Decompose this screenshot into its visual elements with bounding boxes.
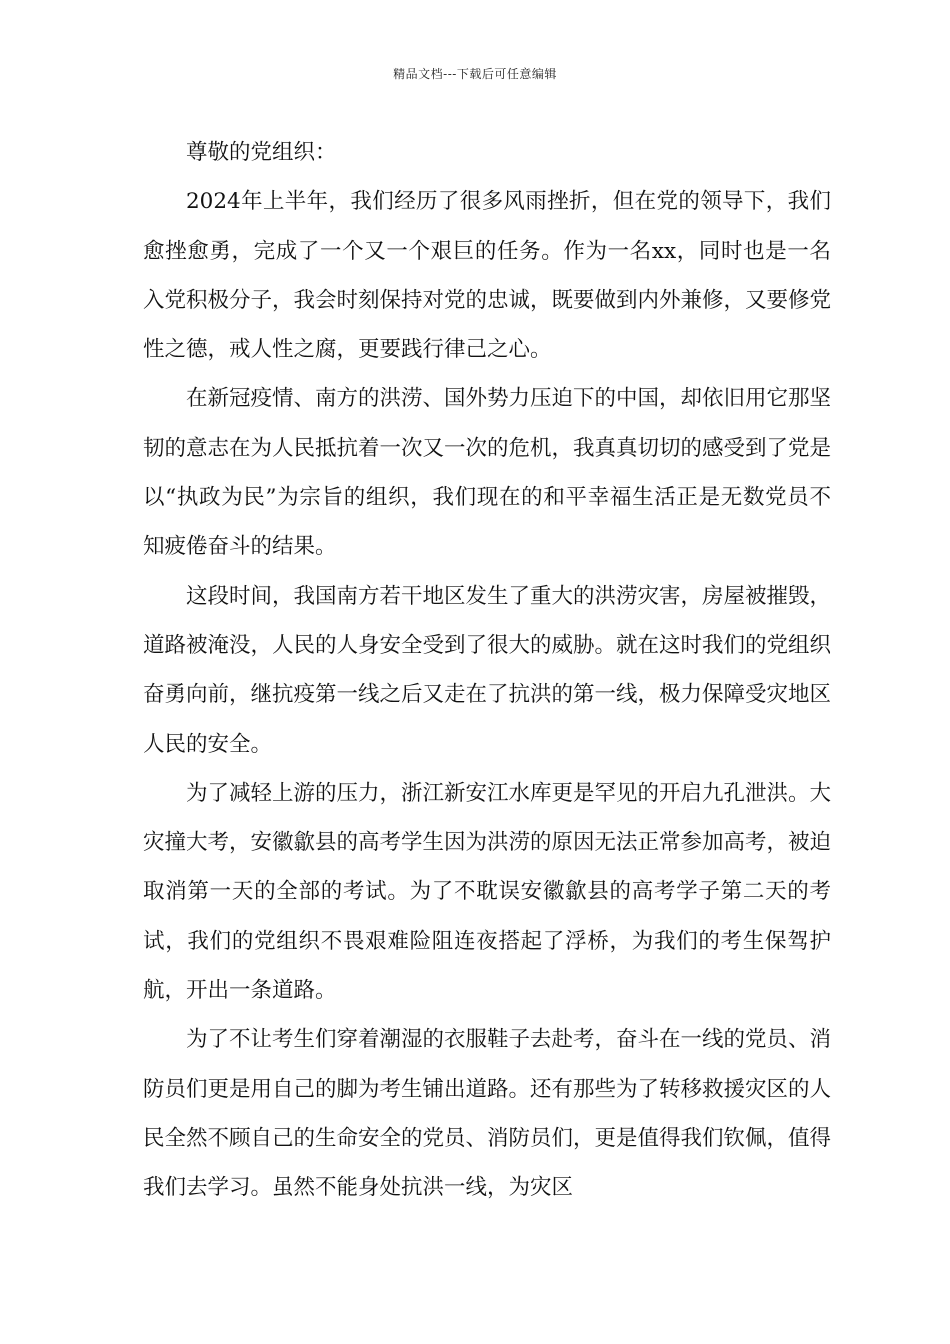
- paragraph-4: 为了减轻上游的压力，浙江新安江水库更是罕见的开启九孔泄洪。大灾撞大考，安徽歙县的高考学生因为洪涝的原因无法正常参加高考，被迫取消第一天的全部的考试。为了不耽误安徽歙县的高考学子第二天的考试，我们的党组织不畏艰难险阻连夜搭起了浮桥，为我们的考生保驾护航，开出一条道路。: [143, 780, 832, 1004]
- paragraph-2: 在新冠疫情、南方的洪涝、国外势力压迫下的中国，却依旧用它那坚韧的意志在为人民抵抗着一次又一次的危机，我真真切切的感受到了党是以“执政为民”为宗旨的组织，我们现在的和平幸福生活正是无数党员不知疲倦奋斗的结果。: [143, 386, 832, 560]
- letter-body: [143, 128, 831, 1213]
- paragraph-3: 这段时间，我国南方若干地区发生了重大的洪涝灾害，房屋被摧毁，道路被淹没，人民的人身安全受到了很大的威胁。就在这时我们的党组织奋勇向前，继抗疫第一线之后又走在了抗洪的第一线，极力保障受灾地区人民的安全。: [143, 583, 832, 757]
- salutation: 尊敬的党组织：: [186, 140, 337, 165]
- paragraph-5: 为了不让考生们穿着潮湿的衣服鞋子去赴考，奋斗在一线的党员、消防员们更是用自己的脚为考生铺出道路。还有那些为了转移救援灾区的人民全然不顾自己的生命安全的党员、消防员们，更是值得我们钦佩，值得我们去学习。虽然不能身处抗洪一线，为灾区: [143, 1027, 832, 1201]
- paragraph-1: 2024年上半年，我们经历了很多风雨挫折，但在党的领导下，我们愈挫愈勇，完成了一个又一个艰巨的任务。作为一名xx，同时也是一名入党积极分子，我会时刻保持对党的忠诚，既要做到内外兼修，又要修党性之德，戒人性之腐，更要践行律己之心。: [143, 189, 832, 363]
- page-header: 精品文档---下载后可任意编辑: [393, 67, 557, 81]
